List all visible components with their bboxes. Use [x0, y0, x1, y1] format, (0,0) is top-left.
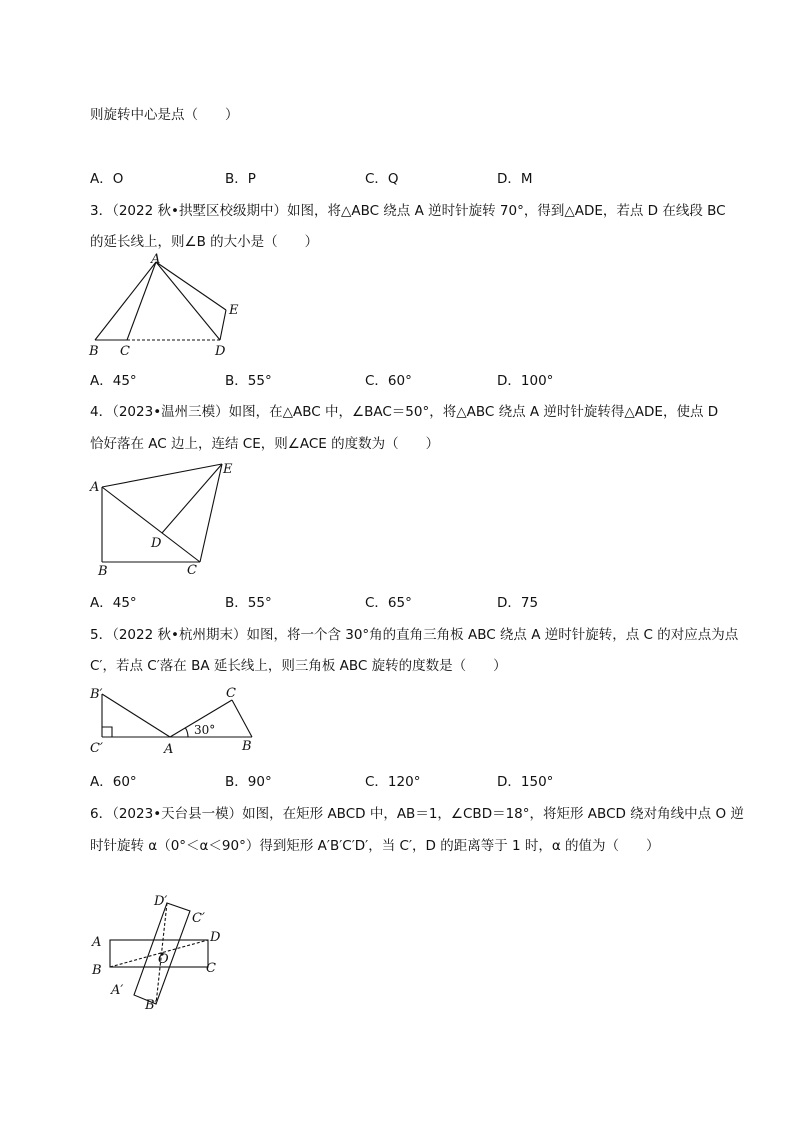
q4-stem-line1: 4．（2023•温州三模）如图，在△ABC 中，∠BAC＝50°，将△ABC 绕点 A 逆时针旋转得△ADE，使点 D [90, 404, 719, 420]
q5-options [90, 770, 650, 788]
q2-options [90, 167, 650, 185]
q5-stem-line1: 5．（2022 秋•杭州期末）如图，将一个含 30°角的直角三角板 ABC 绕点 A 逆时针旋转，点 C 的对应点为点 [90, 627, 739, 643]
q6-label-cprime: C′ [192, 911, 205, 926]
q3-option-b[interactable]: B．55° [225, 373, 272, 389]
q6-label-dprime: D′ [154, 894, 168, 909]
q3-label-e: E [229, 303, 239, 318]
q4-option-a[interactable]: A．45° [90, 595, 137, 611]
q4-label-d: D [151, 536, 162, 551]
q5-option-c[interactable]: C．120° [365, 774, 421, 790]
q3-label-d: D [215, 344, 226, 359]
q3-label-a: A [151, 252, 161, 267]
q5-figure [80, 682, 270, 757]
q5-label-a: A [164, 742, 174, 757]
q6-label-aprime: A′ [111, 983, 124, 998]
q4-figure [80, 455, 250, 580]
q6-stem-line1: 6．（2023•天台县一模）如图，在矩形 ABCD 中，AB＝1，∠CBD＝18°，将矩形 ABCD 绕对角线中点 O 逆 [90, 806, 744, 822]
q6-label-b: B [92, 963, 102, 978]
q3-stem-line2: 的延长线上，则∠B 的大小是（ ） [90, 234, 319, 250]
q5-option-a[interactable]: A．60° [90, 774, 137, 790]
q2-option-d[interactable]: D．M [497, 171, 533, 187]
q5-option-b[interactable]: B．90° [225, 774, 272, 790]
q6-stem-line2: 时针旋转 α（0°＜α＜90°）得到矩形 A′B′C′D′，当 C′，D 的距离等于 1 时，α 的值为（ ） [90, 838, 660, 854]
q3-figure [80, 250, 260, 362]
q5-label-bprime: B′ [90, 687, 103, 702]
q6-label-d: D [210, 930, 221, 945]
q5-label-b: B [242, 739, 252, 754]
q6-label-bprime: B′ [145, 998, 158, 1013]
q4-stem-line2: 恰好落在 AC 边上，连结 CE，则∠ACE 的度数为（ ） [90, 436, 440, 452]
q5-label-c: C [226, 686, 236, 701]
q4-option-b[interactable]: B．55° [225, 595, 272, 611]
q4-label-e: E [223, 462, 233, 477]
q4-option-d[interactable]: D．75 [497, 595, 539, 611]
q4-options [90, 591, 650, 609]
q6-figure [80, 890, 250, 1015]
q6-label-a: A [92, 935, 102, 950]
q3-label-b: B [89, 344, 99, 359]
q3-label-c: C [120, 344, 130, 359]
q3-options [90, 369, 650, 387]
q3-option-a[interactable]: A．45° [90, 373, 137, 389]
q4-option-c[interactable]: C．65° [365, 595, 412, 611]
q2-stem-tail: 则旋转中心是点（ ） [90, 107, 239, 123]
q2-option-b[interactable]: B．P [225, 171, 256, 187]
q3-option-c[interactable]: C．60° [365, 373, 412, 389]
q3-stem-line1: 3．（2022 秋•拱墅区校级期中）如图，将△ABC 绕点 A 逆时针旋转 70°，得到△ADE，若点 D 在线段 BC [90, 203, 726, 219]
q4-label-c: C [187, 563, 197, 578]
q5-option-d[interactable]: D．150° [497, 774, 554, 790]
q4-label-a: A [90, 480, 100, 495]
q5-label-cprime: C′ [90, 741, 103, 756]
q6-label-c: C [206, 961, 216, 976]
q2-option-c[interactable]: C．Q [365, 171, 399, 187]
q4-label-b: B [98, 564, 108, 579]
q6-label-o: O [158, 952, 169, 967]
q3-option-d[interactable]: D．100° [497, 373, 554, 389]
q2-option-a[interactable]: A．O [90, 171, 124, 187]
q5-stem-line2: C′，若点 C′落在 BA 延长线上，则三角板 ABC 旋转的度数是（ ） [90, 658, 507, 674]
q5-label-angle: 30° [194, 723, 216, 737]
